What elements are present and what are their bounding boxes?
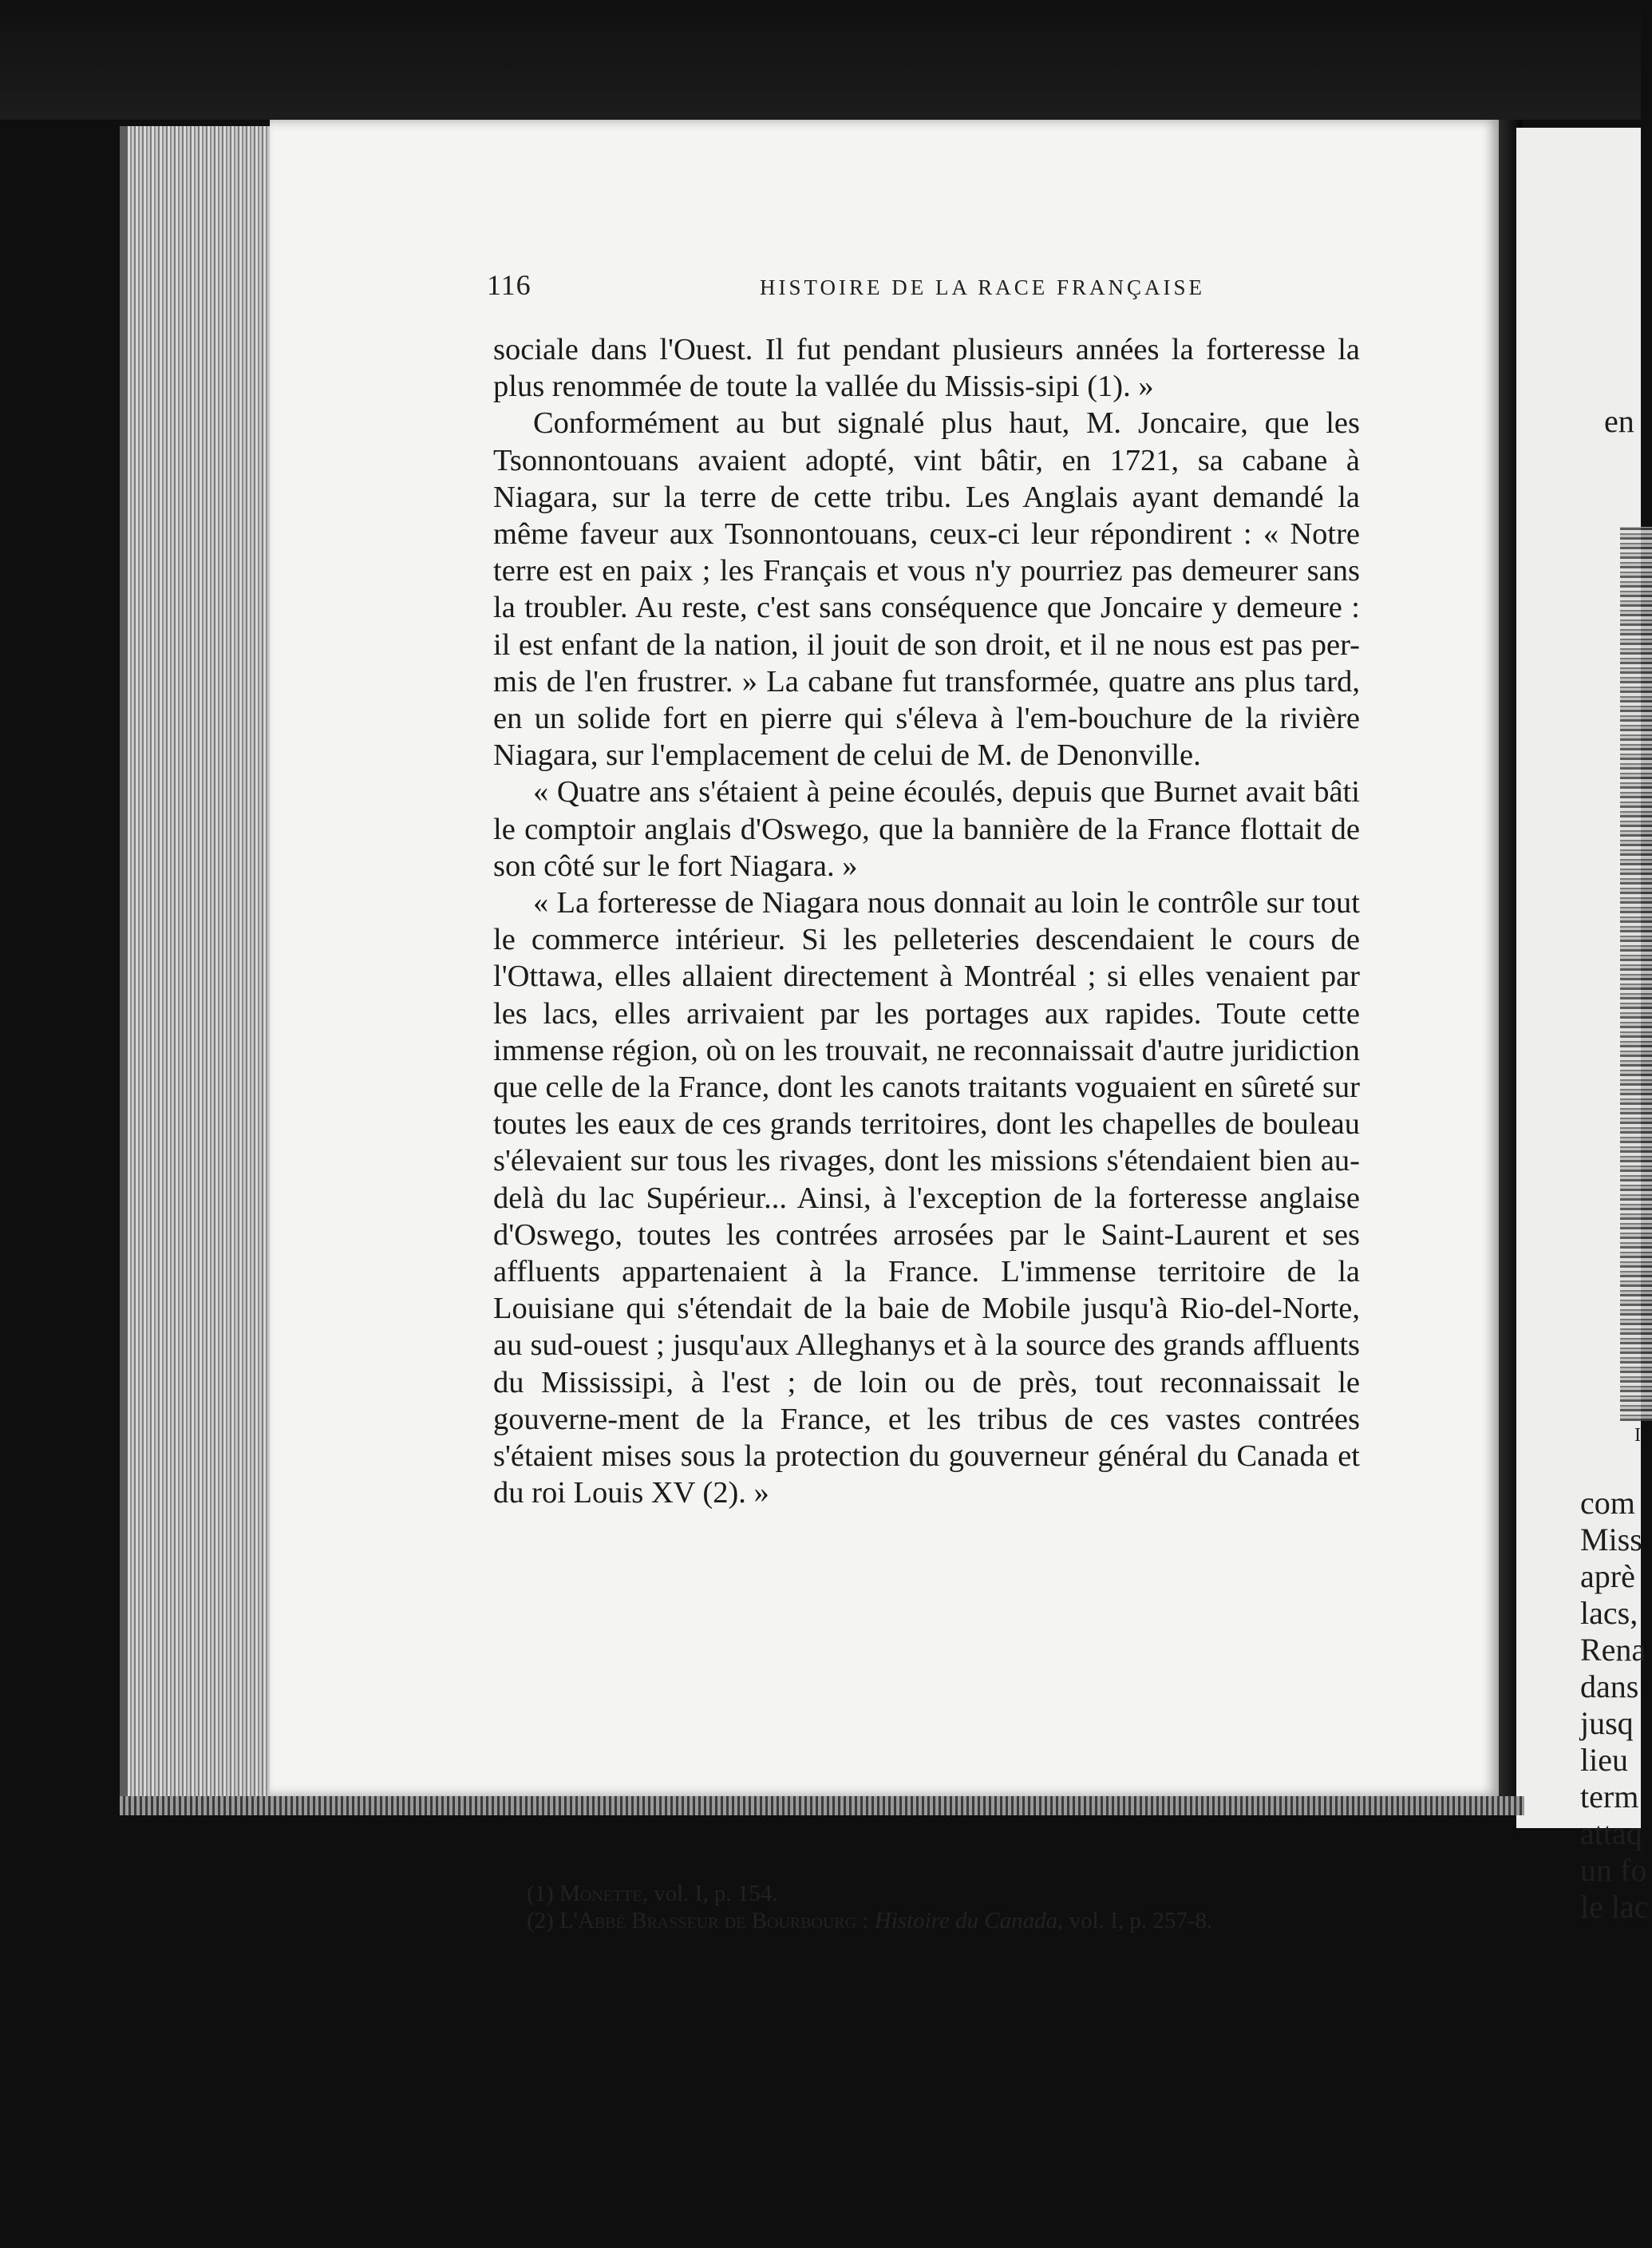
- footnote-marker: (1): [527, 1881, 554, 1906]
- facing-page-fragment: lacs,: [1580, 1595, 1638, 1631]
- footnote-citation: , vol. I, p. 154.: [642, 1881, 778, 1906]
- book-page-edges: [120, 126, 279, 1796]
- running-head-title: HISTOIRE DE LA RACE FRANÇAISE: [759, 275, 1205, 299]
- footnote-citation: , vol. I, p. 257-8.: [1057, 1908, 1213, 1933]
- scan-background-top: [0, 0, 1641, 120]
- engraving-illustration: [1620, 527, 1652, 1421]
- book-bottom-edge: [120, 1796, 1524, 1815]
- footnote-marker: (2): [527, 1908, 554, 1933]
- facing-page-fragment: com: [1580, 1485, 1635, 1521]
- facing-page-fragment: I: [1634, 1425, 1641, 1446]
- facing-page-fragment: le lac: [1580, 1889, 1649, 1925]
- facing-page-fragment: attaq: [1580, 1815, 1642, 1851]
- facing-page-fragment: Miss: [1580, 1522, 1642, 1557]
- paragraph: « Quatre ans s'étaient à peine écoulés, depuis que Burnet avait bâti le comptoir anglais d'Oswego, que la bannière de la France flottait de son côté sur le fort Niagara. »: [493, 775, 1360, 883]
- facing-page: [1516, 128, 1649, 1925]
- facing-page-fragment: jusq: [1580, 1705, 1634, 1741]
- paragraph: « La forteresse de Niagara nous donnait au loin le contrôle sur tout le commerce intérieur. Si les pelleteries descendaient le cours de l'Ottawa, elles allaient directement à Montréal ; si elles venaient par les lacs, elles arrivaient par les portages aux rapides. Toute cette immense région, où on les trouvait, ne reconnaissait d'autre juridiction que celle de la France, dont les canots traitants voguaient en sûreté sur toutes les eaux de ces grands territoires, dont les chapelles de bouleau s'élevaient sur tous les rivages, dont les missions s'étendaient bien au-delà du lac Supérieur... Ainsi, à l'exception de la forteresse anglaise d'Oswego, toutes les contrées arrosées par le Saint-Laurent et ses affluents appartenaient à la France. L'immense territoire de la Louisiane qui s'étendait de la baie de Mobile jusqu'à Rio-del-Norte, au sud-ouest ; jusqu'aux Alleghanys et à la source des grands affluents du Mississipi, à l'est ; de loin ou de près, tout reconnaissait le gouverne-ment de la France, et les tribus de ces vastes contrées s'étaient mises sous la protection du gouverneur général du Canada et du roi Louis XV (2). »: [493, 886, 1360, 1510]
- page-number: 116: [487, 269, 532, 301]
- facing-page-fragment: lieu: [1580, 1742, 1628, 1778]
- footnote-author: Monette: [559, 1881, 642, 1906]
- paragraph: Conformément au but signalé plus haut, M. Joncaire, que les Tsonnontouans avaient adopté, vint bâtir, en 1721, sa cabane à Niagara, sur la terre de cette tribu. Les Anglais ayant demandé la même faveur aux Tsonnontouans, ceux-ci leur répondirent : « Notre terre est en paix ; les Français et vous n'y pourriez pas demeurer sans la troubler. Au reste, c'est sans conséquence que Joncaire y demeure : il est enfant de la nation, il jouit de son droit, et il ne nous est pas per-mis de l'en frustrer. » La cabane fut transformée, quatre ans plus tard, en un solide fort en pierre qui s'éleva à l'em-bouchure de la rivière Niagara, sur l'emplacement de celui de M. de Denonville.: [493, 406, 1360, 773]
- facing-page-fragment: en: [1604, 403, 1634, 439]
- paragraph: sociale dans l'Ouest. Il fut pendant plusieurs années la forteresse la plus renommée de toute la vallée du Missis-sipi (1). »: [493, 333, 1360, 404]
- footnote: [527, 1907, 1405, 1934]
- footnote-separator: :: [856, 1908, 875, 1933]
- footnote-author: L'Abbé Brasseur de Bourbourg: [559, 1908, 857, 1933]
- footnote: [527, 1880, 1405, 1907]
- body-text: [493, 331, 1360, 1512]
- footnote-title: Histoire du Canada: [874, 1908, 1058, 1933]
- facing-page-fragment: un fo: [1580, 1852, 1647, 1888]
- facing-page-fragment: aprè: [1580, 1558, 1635, 1594]
- facing-page-fragment: Rena: [1580, 1632, 1646, 1668]
- footnotes: [527, 1880, 1405, 1934]
- facing-page-fragment: dans: [1580, 1668, 1639, 1704]
- facing-page-fragment: term: [1580, 1779, 1639, 1815]
- running-head: [487, 268, 1325, 302]
